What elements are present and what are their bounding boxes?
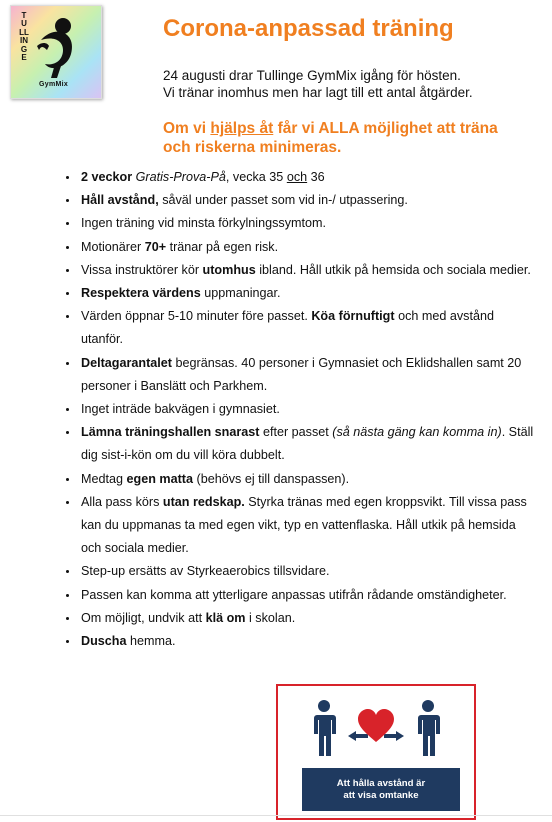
rule-bold: egen matta (126, 471, 194, 486)
rule-bold: Lämna träningshallen snarast (81, 425, 260, 440)
list-item (79, 630, 534, 653)
rule-bold: klä om (205, 610, 246, 625)
rule-text: Ingen träning vid minsta förkylningssymtom. (81, 216, 326, 231)
list-item (79, 607, 534, 630)
social-distance-icon (278, 686, 474, 768)
rule-bold: 2 veckor (81, 170, 133, 184)
rule-bold: Duscha (81, 634, 127, 649)
list-item (79, 468, 534, 491)
list-item (79, 491, 534, 561)
callout-emphasis: hjälps åt (210, 120, 274, 137)
rule-text: hemma. (126, 634, 176, 649)
list-item (79, 305, 534, 351)
rule-text: och med avstånd utanför. (81, 309, 494, 347)
rule-text: Step-up ersätts av Styrkeaerobics tillsvidare. (81, 564, 330, 579)
list-item (79, 212, 534, 235)
notice-banner (302, 768, 460, 811)
logo-brand: GymMix (39, 81, 69, 88)
callout-text (163, 119, 523, 157)
intro-line-2: Vi tränar inomhus men har lagt till ett antal åtgärder. (163, 85, 473, 100)
list-item (79, 282, 534, 305)
list-item (79, 166, 534, 189)
rule-text: tränar på egen risk. (166, 239, 279, 254)
page-title: Corona-anpassad träning (163, 15, 454, 42)
list-item (79, 398, 534, 421)
rule-text: Värden öppnar 5-10 minuter före passet. (81, 309, 312, 324)
rule-text: Medtag (81, 471, 127, 486)
rule-text: Vissa instruktörer kör (81, 262, 203, 277)
list-item (79, 259, 534, 282)
callout-part-c: får vi ALLA möjlighet att träna och riskerna minimeras. (163, 120, 498, 156)
page-divider (0, 815, 552, 816)
rule-text: uppmaningar. (200, 286, 281, 301)
rule-bold: utan redskap. (162, 494, 245, 509)
list-item (79, 421, 534, 467)
club-logo (10, 5, 102, 99)
rule-text: Alla pass körs (81, 494, 163, 509)
distance-notice (276, 684, 476, 820)
rule-text: (behövs ej till danspassen). (193, 471, 350, 486)
rule-text: Om möjligt, undvik att (81, 610, 206, 625)
rule-text: ibland. Håll utkik på hemsida och sociala medier. (255, 262, 531, 277)
rule-text: 36 (307, 170, 325, 184)
rule-underline: och (286, 170, 308, 184)
intro-line-1: 24 augusti drar Tullinge GymMix igång för hösten. (163, 68, 461, 83)
list-item (79, 584, 534, 607)
rule-text: begränsas. 40 personer i Gymnasiet och Eklidshallen samt 20 personer i Banslätt och Parkhem. (81, 355, 522, 393)
intro-text (163, 67, 543, 101)
rule-text: Passen kan komma att ytterligare anpassas utifrån rådande omständigheter. (81, 587, 507, 602)
notice-line-1: Att hålla avstånd är (336, 778, 426, 789)
rule-bold: Deltagarantalet (81, 355, 172, 370)
rule-bold: 70+ (144, 239, 167, 254)
rule-text: Inget inträde bakvägen i gymnasiet. (81, 402, 280, 417)
rule-bold: Håll avstånd, (81, 193, 159, 208)
list-item (79, 560, 534, 583)
rule-bold: Köa förnuftigt (311, 309, 395, 324)
notice-line-2: att visa omtanke (343, 789, 419, 801)
list-item (79, 352, 534, 398)
rule-italic: Gratis-Prova-På (135, 170, 226, 184)
rule-bold: Respektera värdens (81, 286, 201, 301)
rule-text: Styrka tränas med egen kroppsvikt. Till vissa pass kan du uppmanas ta med egen vikt, typ en vattenflaska. Håll utkik på hemsida och sociala medier. (81, 494, 527, 556)
rule-italic: (så nästa gäng kan komma in) (332, 425, 502, 440)
rule-text: efter passet (259, 425, 333, 440)
rule-text: Motionärer (81, 239, 145, 254)
rule-text: såväl under passet som vid in-/ utpassering. (158, 193, 408, 208)
rule-text: , vecka 35 (225, 170, 287, 184)
rule-bold: utomhus (202, 262, 256, 277)
list-item (79, 189, 534, 212)
list-item (79, 236, 534, 259)
rule-text: . Ställ dig sist-i-kön om du vill köra dubbelt. (81, 425, 534, 463)
rules-list (62, 166, 534, 653)
logo-club-vertical: TULLINGE (19, 11, 29, 63)
rule-text: i skolan. (245, 610, 296, 625)
callout-part-a: Om vi (163, 120, 211, 137)
